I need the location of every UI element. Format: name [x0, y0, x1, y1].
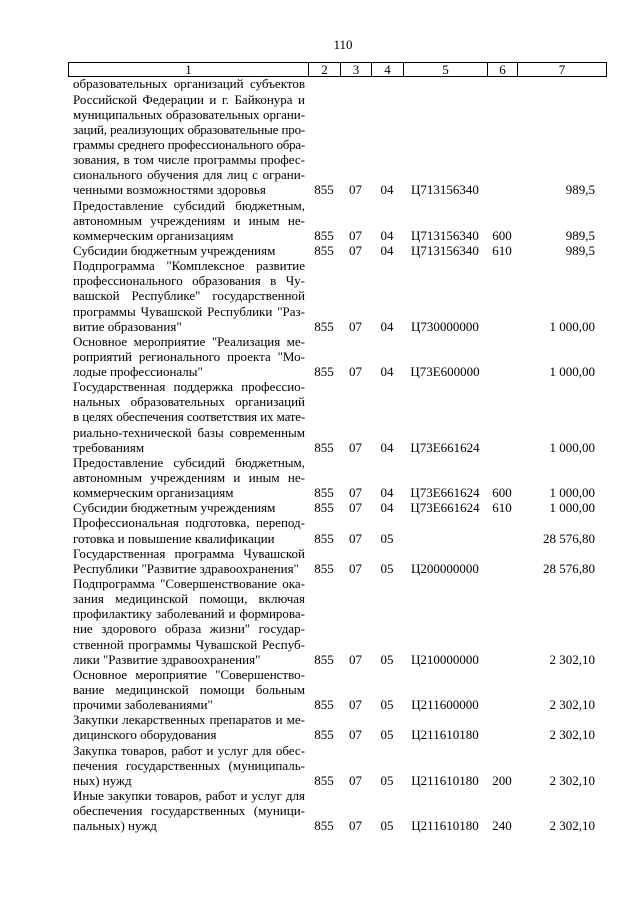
col-3-value: 07 [349, 500, 362, 516]
col-7-value: 2 302,10 [549, 651, 595, 667]
description-line: ченными возможностями здоровья [73, 182, 266, 198]
col-4-value: 04 [380, 182, 394, 198]
col-7-value: 2 302,10 [549, 772, 595, 788]
col-4-value: 04 [380, 500, 394, 516]
col-7-value: 2 302,10 [549, 818, 595, 834]
col-4-value: 05 [380, 530, 394, 546]
description-line: автономным учреждениям и иным не- [73, 470, 305, 486]
col-2-value: 855 [314, 560, 334, 576]
description-line: граммы среднего профессионального обра- [73, 136, 305, 152]
description-line: Подпрограмма "Совершенствование ока- [73, 576, 305, 592]
col-5-value: Ц200000000 [411, 560, 479, 576]
row-description [68, 788, 308, 833]
header-col-2: 2 [308, 63, 340, 76]
description-line: Профессиональная подготовка, перепод- [73, 515, 305, 531]
table-row [68, 667, 607, 712]
description-line: риально-технической базы современным [73, 424, 305, 440]
col-6-value: 600 [492, 227, 512, 243]
description-line: Предоставление субсидий бюджетным, [73, 454, 305, 470]
col-2-value: 855 [314, 727, 334, 743]
description-line: Иные закупки товаров, работ и услуг для [73, 788, 305, 803]
row-description [68, 500, 308, 515]
description-line: Российской Федерации и г. Байконура и [73, 91, 305, 107]
row-description [68, 334, 308, 379]
col-5-value: Ц73Е600000 [410, 364, 480, 380]
description-line: лики "Развитие здравоохранения" [73, 651, 261, 667]
col-4-value: 05 [380, 818, 394, 834]
description-line: прочими заболеваниями" [73, 697, 213, 713]
header-col-1: 1 [185, 62, 192, 77]
col-2-value: 855 [314, 439, 334, 455]
description-line: Предоставление субсидий бюджетным, [73, 197, 305, 213]
col-2-value: 855 [314, 651, 334, 667]
col-2-value: 855 [314, 227, 334, 243]
row-description [68, 515, 308, 545]
description-line: пальных) нужд [73, 818, 157, 834]
col-7-value: 2 302,10 [549, 697, 595, 713]
col-7-value: 28 576,80 [543, 560, 595, 576]
col-5-value: Ц73Е661624 [410, 439, 480, 455]
col-3-value: 07 [349, 485, 362, 501]
col-2-value: 855 [314, 318, 334, 334]
description-line: Основное мероприятие "Совершенство- [73, 666, 305, 682]
header-col-6: 6 [487, 63, 517, 76]
col-3-value: 07 [349, 227, 362, 243]
col-4-value: 04 [380, 242, 394, 258]
table-row [68, 379, 607, 455]
col-6-value: 240 [492, 818, 512, 834]
table-row [68, 788, 607, 833]
col-7-value: 1 000,00 [549, 500, 595, 516]
description-line: ственной программы Чувашской Респуб- [73, 636, 305, 652]
description-line: роприятий регионального проекта "Мо- [73, 348, 305, 364]
header-col-7: 7 [517, 63, 606, 76]
description-line: ние здорового образа жизни" государ- [73, 621, 305, 637]
col-2-value: 855 [314, 182, 334, 198]
col-4-value: 04 [380, 227, 394, 243]
col-4-value: 05 [380, 697, 394, 713]
col-7-value: 1 000,00 [549, 318, 595, 334]
description-line: лодые профессионалы" [73, 364, 203, 380]
description-line: вание медицинской помощи больным [73, 682, 305, 698]
description-line: Государственная программа Чувашской [73, 545, 305, 561]
description-line: муниципальных образовательных органи- [73, 106, 305, 122]
col-2-value: 855 [314, 364, 334, 380]
col-5-value: Ц713156340 [411, 242, 479, 258]
col-4-value: 04 [380, 364, 394, 380]
description-line: Закупка товаров, работ и услуг для обес- [73, 742, 305, 758]
col-5-value: Ц211610180 [411, 727, 479, 743]
description-line: сионального обучения для лиц с ограни- [73, 167, 305, 183]
description-line: Республики "Развитие здравоохранения" [73, 560, 299, 576]
col-5-value: Ц210000000 [411, 651, 479, 667]
col-3-value: 07 [349, 772, 362, 788]
table-header [68, 62, 607, 77]
header-col-3: 3 [340, 63, 371, 76]
table-row [68, 515, 607, 545]
description-line: коммерческим организациям [73, 485, 234, 501]
col-3-value: 07 [349, 651, 362, 667]
header-col-4: 4 [371, 63, 403, 76]
col-4-value: 05 [380, 772, 394, 788]
col-3-value: 07 [349, 560, 362, 576]
row-description [68, 576, 308, 667]
col-5-value: Ц211610180 [411, 772, 479, 788]
row-description [68, 379, 308, 455]
col-3-value: 07 [349, 727, 362, 743]
description-line: Подпрограмма "Комплексное развитие [73, 258, 305, 274]
col-3-value: 07 [349, 530, 362, 546]
col-3-value: 07 [349, 364, 362, 380]
col-5-value: Ц730000000 [411, 318, 479, 334]
row-description [68, 258, 308, 334]
col-2-value: 855 [314, 818, 334, 834]
col-2-value: 855 [314, 500, 334, 516]
page-number: 110 [333, 37, 353, 52]
col-3-value: 07 [349, 818, 362, 834]
col-2-value: 855 [314, 242, 334, 258]
col-6-value: 610 [492, 242, 512, 258]
row-description [68, 76, 308, 197]
table-row [68, 743, 607, 788]
table-row [68, 258, 607, 334]
row-description [68, 198, 308, 243]
col-3-value: 07 [349, 697, 362, 713]
row-description [68, 243, 308, 258]
header-col-5: 5 [403, 63, 487, 76]
description-line: Закупки лекарственных препаратов и ме- [73, 712, 305, 728]
col-2-value: 855 [314, 485, 334, 501]
col-4-value: 05 [380, 560, 394, 576]
row-description [68, 667, 308, 712]
row-description [68, 455, 308, 500]
table-body [68, 76, 607, 833]
col-2-value: 855 [314, 697, 334, 713]
description-line: профессионального образования в Чу- [73, 273, 305, 289]
col-7-value: 1 000,00 [549, 439, 595, 455]
description-line: печения государственных (муниципаль- [73, 757, 305, 773]
col-6-value: 600 [492, 485, 512, 501]
description-line: нальных образовательных организаций [73, 394, 305, 410]
description-line: коммерческим организациям [73, 227, 234, 243]
description-line: ных) нужд [73, 772, 132, 788]
col-7-value: 1 000,00 [549, 364, 595, 380]
description-line: заций, реализующих образовательные про- [73, 121, 305, 137]
col-7-value: 989,5 [565, 227, 595, 243]
col-4-value: 04 [380, 485, 394, 501]
col-5-value: Ц211610180 [411, 818, 479, 834]
description-line: программы Чувашской Республики "Раз- [73, 303, 305, 319]
col-5-value: Ц73Е661624 [410, 500, 480, 516]
description-line: Субсидии бюджетным учреждениям [73, 500, 276, 516]
description-line: Государственная поддержка профессио- [73, 379, 305, 395]
col-4-value: 05 [380, 727, 394, 743]
col-5-value: Ц211600000 [411, 697, 479, 713]
col-6-value: 610 [492, 500, 512, 516]
table-row [68, 334, 607, 379]
table-row [68, 455, 607, 500]
col-5-value: Ц73Е661624 [410, 485, 480, 501]
col-7-value: 989,5 [565, 182, 595, 198]
table-row [68, 76, 607, 197]
description-line: готовка и повышение квалификации [73, 530, 275, 546]
description-line: Субсидии бюджетным учреждениям [73, 242, 276, 258]
table-row [68, 198, 607, 243]
col-3-value: 07 [349, 318, 362, 334]
table-row [68, 500, 607, 515]
description-line: Основное мероприятие "Реализация ме- [73, 333, 305, 349]
col-7-value: 989,5 [565, 242, 595, 258]
row-description [68, 743, 308, 788]
col-6-value: 200 [492, 772, 512, 788]
col-4-value: 04 [380, 318, 394, 334]
col-7-value: 2 302,10 [549, 727, 595, 743]
row-description [68, 546, 308, 576]
table-row [68, 576, 607, 667]
col-2-value: 855 [314, 530, 334, 546]
col-3-value: 07 [349, 439, 362, 455]
col-7-value: 28 576,80 [543, 530, 595, 546]
table-row [68, 546, 607, 576]
description-line: в целях обеспечения соответствия их мате- [73, 409, 305, 425]
description-line: зования, в том числе программы профес- [73, 152, 305, 168]
row-description [68, 712, 308, 742]
table-row [68, 712, 607, 742]
description-line: обеспечения государственных (муници- [73, 803, 305, 819]
description-line: витие образования" [73, 318, 182, 334]
description-line: требованиям [73, 439, 145, 455]
col-2-value: 855 [314, 772, 334, 788]
description-line: автономным учреждениям и иным не- [73, 212, 305, 228]
col-3-value: 07 [349, 242, 362, 258]
description-line: дицинского оборудования [73, 727, 217, 743]
description-line: зания медицинской помощи, включая [73, 591, 305, 607]
description-line: профилактику заболеваний и формирова- [73, 606, 305, 622]
col-5-value: Ц713156340 [411, 227, 479, 243]
col-4-value: 04 [380, 439, 394, 455]
description-line: вашской Республике" государственной [73, 288, 305, 304]
col-3-value: 07 [349, 182, 362, 198]
col-4-value: 05 [380, 651, 394, 667]
table-row [68, 243, 607, 258]
col-5-value: Ц713156340 [411, 182, 479, 198]
col-7-value: 1 000,00 [549, 485, 595, 501]
description-line: образовательных организаций субъектов [73, 76, 305, 92]
